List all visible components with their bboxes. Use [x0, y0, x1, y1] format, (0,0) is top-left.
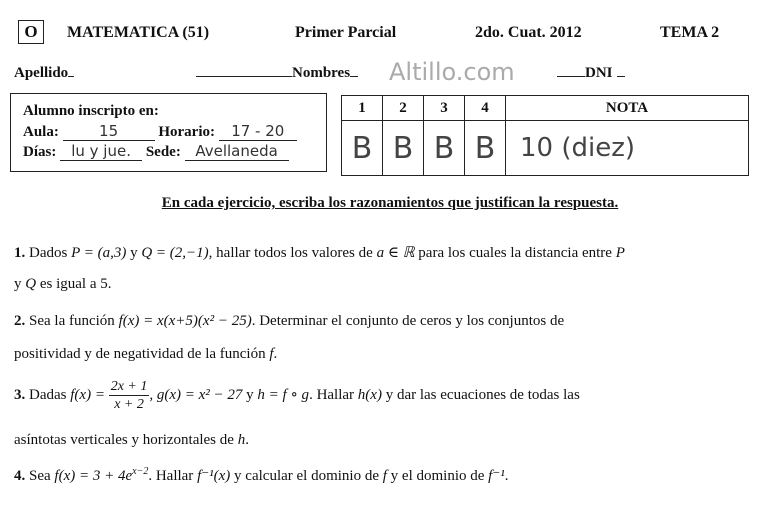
q3-fraction-numerator: 2x + 1 [110, 379, 148, 394]
q2-line2-a: positividad y de negatividad de la función [14, 346, 266, 362]
dias-row [23, 142, 289, 161]
grade-header-4: 4 [465, 96, 506, 121]
q3-line2-b: . [245, 432, 249, 448]
q1-text-c: , hallar todos los valores de [208, 245, 373, 261]
question-2-line-2 [14, 346, 277, 363]
q1-var-p: P [615, 245, 625, 261]
apellido-label: Apellido [14, 65, 69, 81]
q3-fraction-denominator: x + 2 [114, 397, 144, 412]
q2-function: f(x) = x(x+5)(x² − 25) [118, 313, 252, 329]
grade-header-2: 2 [383, 96, 424, 121]
dias-value: lu y jue. [60, 142, 142, 161]
q3-text-a: Dadas [29, 386, 67, 403]
grade-header-nota: NOTA [506, 96, 749, 121]
dias-label: Días: [23, 144, 57, 160]
q1-set: a ∈ ℝ [376, 245, 415, 261]
exam-tema: TEMA 2 [660, 24, 720, 41]
horario-label: Horario: [158, 124, 215, 140]
q4-text-d: y el dominio de [390, 468, 485, 484]
aula-label: Aula: [23, 124, 59, 140]
watermark: Altillo.com [389, 58, 515, 86]
q4-var-f: f [382, 468, 387, 484]
q3-h-composition: h = f ∘ g [257, 386, 310, 403]
grade-mark-4: B [465, 121, 506, 176]
q3-line2-a: asíntotas verticales y horizontales de [14, 432, 234, 448]
apellido-field [14, 62, 74, 82]
question-4-line-1 [14, 466, 509, 485]
horario-value: 17 - 20 [219, 122, 297, 141]
grade-nota-value: 10 (diez) [506, 121, 749, 176]
question-1-line-2 [14, 276, 112, 293]
grade-header-3: 3 [424, 96, 465, 121]
q4-text-c: y calcular el dominio de [234, 468, 379, 484]
sede-value: Avellaneda [185, 142, 289, 161]
dni-label: DNI [585, 65, 613, 81]
sede-label: Sede: [145, 144, 181, 160]
grade-mark-2: B [383, 121, 424, 176]
q4-function: f(x) = 3 + 4e [54, 468, 133, 484]
q4-text-e: . [504, 468, 509, 484]
q1-text-d: para los cuales la distancia entre [418, 245, 612, 261]
aula-value: 15 [63, 122, 155, 141]
course-title: MATEMATICA (51) [67, 24, 210, 41]
q2-text-b: . Determinar el conjunto de ceros y los conjuntos de [251, 313, 565, 329]
q2-text-a: Sea la función [29, 313, 115, 329]
q2-line2-b: . [273, 346, 278, 362]
q3-var-h: h [237, 432, 246, 448]
aula-row [23, 122, 297, 141]
grade-table [341, 95, 749, 176]
question-1-line-1 [14, 243, 625, 262]
question-3-number: 3. [14, 386, 26, 403]
grade-header-1: 1 [342, 96, 383, 121]
q4-text-b: . Hallar [148, 468, 194, 484]
grade-mark-1: B [342, 121, 383, 176]
question-4-number: 4. [14, 468, 26, 484]
q1-line2-b: es igual a 5. [39, 276, 112, 292]
question-2-number: 2. [14, 313, 26, 329]
grade-mark-3: B [424, 121, 465, 176]
question-1-number: 1. [14, 245, 26, 261]
grade-marks-row [342, 121, 749, 176]
question-3-line-2 [14, 432, 249, 449]
nombres-label: Nombres [292, 65, 351, 81]
q4-text-a: Sea [29, 468, 51, 484]
q3-text-d: y dar las ecuaciones de todas las [385, 386, 580, 403]
question-3-line-1 [14, 378, 580, 413]
q4-exponent: x−2 [132, 466, 149, 477]
nombres-field [196, 62, 358, 82]
exam-title: Primer Parcial [295, 24, 397, 41]
q1-text-a: Dados [29, 245, 68, 261]
q2-var-f: f [269, 346, 274, 362]
q1-text-b: y [130, 245, 138, 261]
question-2-line-1 [14, 313, 564, 330]
q3-g-function: , g(x) = x² − 27 [149, 386, 243, 403]
q3-hx: h(x) [357, 386, 382, 403]
student-box-title: Alumno inscripto en: [23, 103, 159, 119]
q3-f-lhs: f(x) = [70, 386, 105, 403]
q3-text-c: . Hallar [309, 386, 355, 403]
q1-var-q: Q [25, 276, 37, 292]
exam-term: 2do. Cuat. 2012 [475, 24, 582, 41]
instruction-text: En cada ejercicio, escriba los razonamientos que justifican la respuesta. [161, 195, 619, 211]
q1-point-q: Q = (2,−1) [141, 245, 209, 261]
q4-inverse: f⁻¹(x) [197, 468, 231, 484]
dni-field [557, 62, 625, 82]
q3-fraction [109, 378, 150, 413]
q1-point-p: P = (a,3) [71, 245, 127, 261]
q3-text-b: y [246, 386, 254, 403]
grade-header-row [342, 96, 749, 121]
student-info-box [10, 93, 327, 172]
tema-letter-box: O [18, 20, 44, 44]
q1-line2-a: y [14, 276, 22, 292]
q4-inverse-2: f⁻¹ [488, 468, 505, 484]
